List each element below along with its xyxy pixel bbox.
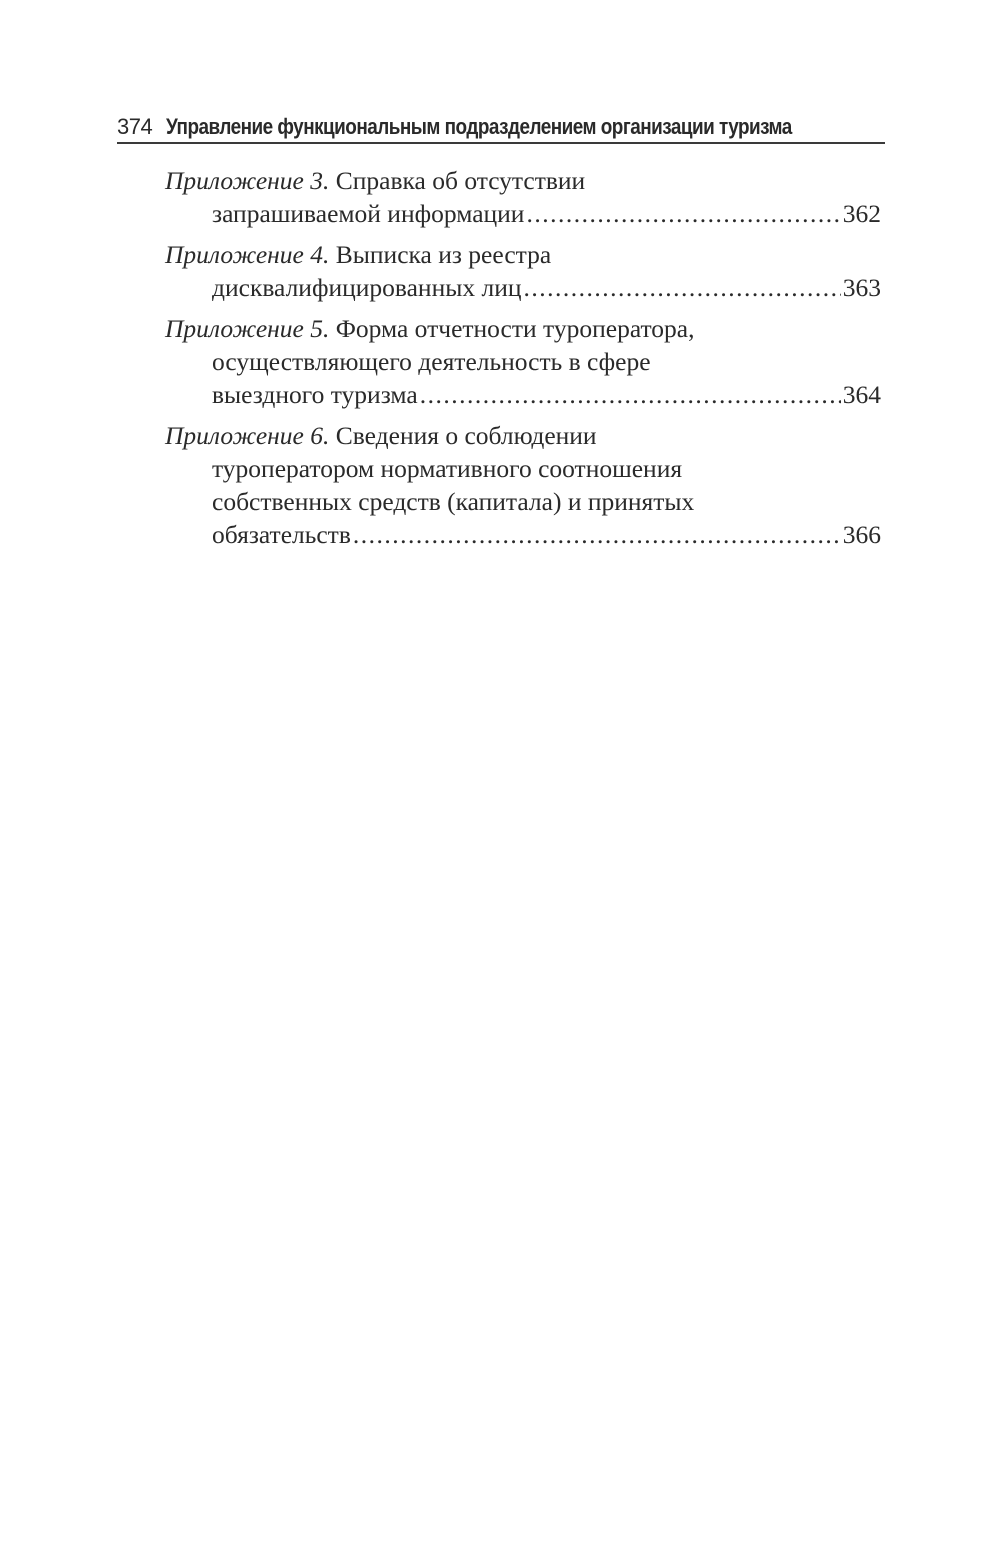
toc-page-number[interactable]: 362	[842, 199, 881, 228]
toc-entry-title-end: дисквалифицированных лиц	[212, 273, 522, 302]
header-rule	[117, 142, 885, 144]
toc-entry-first-line	[165, 419, 881, 452]
book-title: Управление функциональным подразделением организации туризма	[166, 114, 792, 139]
toc-entry-first-line	[165, 238, 881, 271]
toc-entry-label: Приложение 4.	[165, 240, 330, 269]
toc-entry-label: Приложение 3.	[165, 166, 330, 195]
toc-entry-middle-line: туроператором нормативного соотношения	[212, 454, 683, 483]
toc-entry-label: Приложение 5.	[165, 314, 330, 343]
toc-entry-last-line	[165, 197, 881, 230]
toc-entry-title-end: запрашиваемой информации	[212, 199, 525, 228]
toc-entry-title-start: Форма отчетности туроператора,	[335, 314, 695, 343]
toc-entry-first-line	[165, 164, 881, 197]
table-of-contents	[165, 164, 881, 559]
page-number: 374	[117, 114, 153, 139]
toc-entry-appendix-4[interactable]	[165, 238, 881, 304]
running-head	[117, 104, 885, 140]
toc-entry-appendix-3[interactable]	[165, 164, 881, 230]
dot-leader	[420, 378, 841, 411]
toc-entry-title-start: Сведения о соблюдении	[335, 421, 597, 450]
toc-entry-appendix-5[interactable]	[165, 312, 881, 411]
toc-page-number[interactable]: 366	[842, 520, 881, 549]
toc-entry-last-line	[165, 378, 881, 411]
toc-entry-middle-line: собственных средств (капитала) и принятых	[212, 487, 695, 516]
toc-entry-label: Приложение 6.	[165, 421, 330, 450]
toc-entry-title-end: обязательств	[212, 520, 351, 549]
toc-entry-last-line	[165, 518, 881, 551]
toc-page-number[interactable]: 364	[842, 380, 881, 409]
dot-leader	[526, 197, 840, 230]
toc-entry-middle-line: осуществляющего деятельность в сфере	[212, 347, 651, 376]
toc-entry-last-line	[165, 271, 881, 304]
dot-leader	[353, 518, 841, 551]
dot-leader	[524, 271, 841, 304]
toc-entry-title-end: выездного туризма	[212, 380, 418, 409]
toc-entry-title-start: Справка об отсутствии	[335, 166, 586, 195]
toc-page-number[interactable]: 363	[842, 273, 881, 302]
toc-entry-first-line	[165, 312, 881, 345]
toc-entry-appendix-6[interactable]	[165, 419, 881, 551]
toc-entry-title-start: Выписка из реестра	[335, 240, 552, 269]
